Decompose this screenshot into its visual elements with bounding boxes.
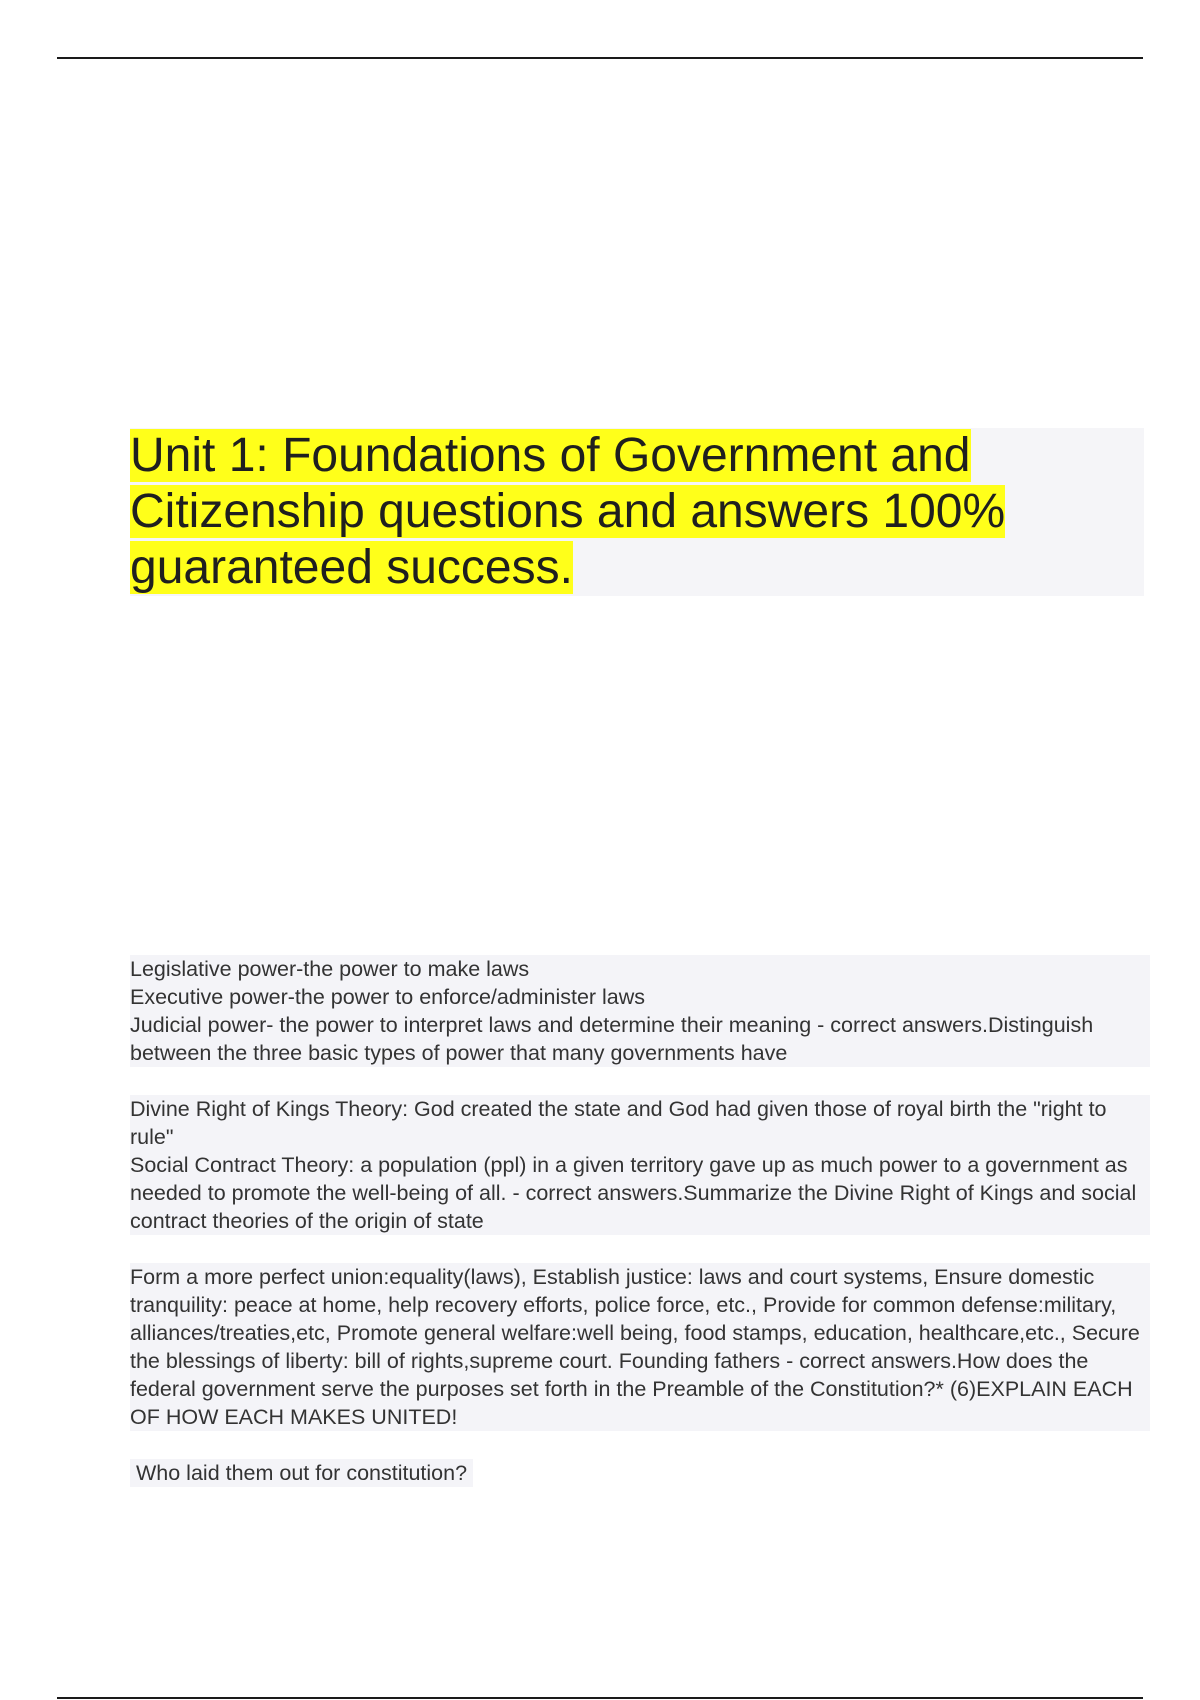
title-highlight: Unit 1: Foundations of Government and Citizenship questions and answers 100% guaranteed success. xyxy=(130,429,1006,594)
qa-trailing-question xyxy=(130,1459,1150,1487)
qa-entry-text: Legislative power-the power to make laws Executive power-the power to enforce/administer laws Judicial power- the power to interpret laws and determine their meaning - correct answers.Distinguish between the three basic types of power that many governments have xyxy=(130,955,1150,1067)
qa-entry-2 xyxy=(130,1095,1150,1263)
qa-content xyxy=(130,955,1150,1487)
qa-entry-1 xyxy=(130,955,1150,1095)
document-title xyxy=(130,428,1144,596)
bottom-rule xyxy=(57,1697,1143,1699)
trailing-question-text: Who laid them out for constitution? xyxy=(130,1459,473,1487)
qa-entry-3 xyxy=(130,1263,1150,1459)
top-rule xyxy=(57,57,1143,59)
qa-entry-text: Divine Right of Kings Theory: God created the state and God had given those of royal birth the "right to rule" Social Contract Theory: a population (ppl) in a given territory gave up as much power to a government as needed to promote the well-being of all. - correct answers.Summarize the Divine Right of Kings and social contract theories of the origin of state xyxy=(130,1095,1150,1235)
qa-entry-text: Form a more perfect union:equality(laws), Establish justice: laws and court systems, Ensure domestic tranquility: peace at home, help recovery efforts, police force, etc., Provide for common defense:military, alliances/treaties,etc, Promote general welfare:well being, food stamps, education, healthcare,etc., Secure the blessings of liberty: bill of rights,supreme court. Founding fathers - correct answers.How does the federal government serve the purposes set forth in the Preamble of the Constitution?* (6)EXPLAIN EACH OF HOW EACH MAKES UNITED! xyxy=(130,1263,1150,1431)
title-block xyxy=(130,428,1144,596)
